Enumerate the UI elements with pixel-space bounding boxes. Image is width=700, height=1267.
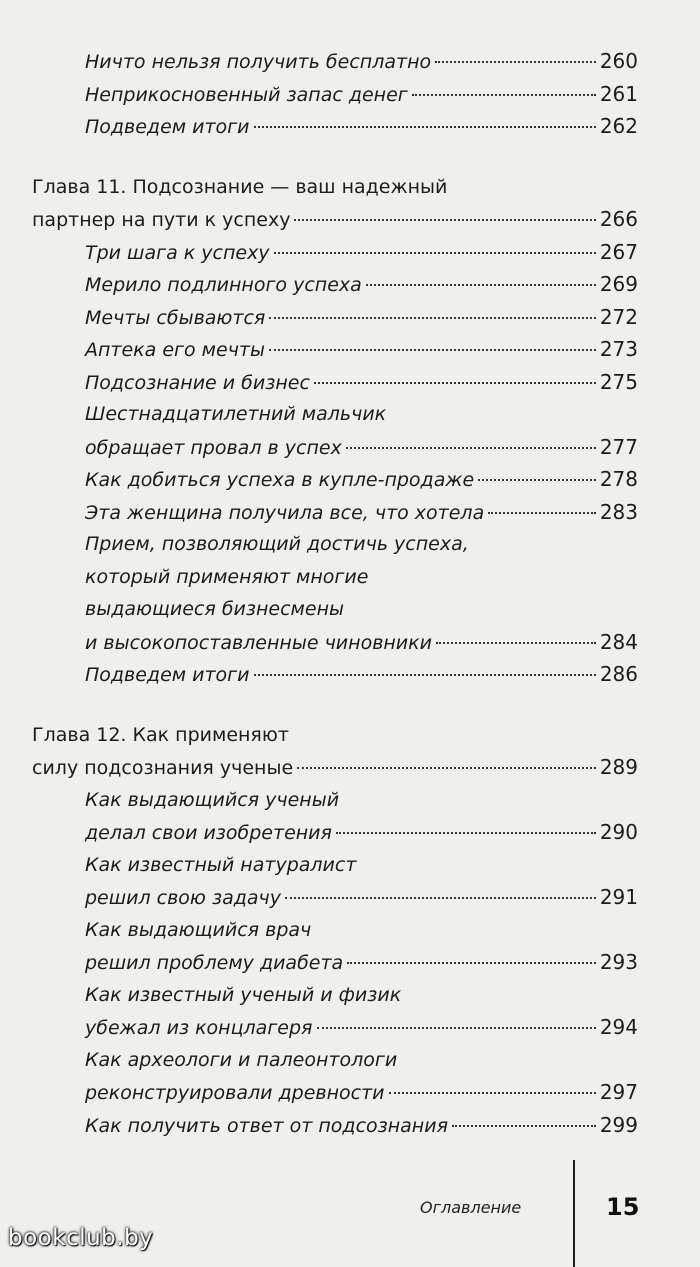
toc-entry [85,271,638,298]
dot-leader [297,767,596,769]
dot-leader [435,61,596,63]
toc-entry-title-line: Как выдающийся врач [85,918,312,941]
toc-page-number: 291 [599,885,638,909]
toc-entry-title-line: выдающиеся бизнесмены [85,598,344,620]
toc-entry-title-line: Прием, позволяющий достичь успеха, [85,533,469,555]
dot-leader [452,1125,596,1127]
dot-leader [478,479,596,481]
dot-leader [436,642,596,644]
toc-entry [85,1079,638,1106]
footer-divider [573,1160,575,1267]
watermark-text: bookclub.by [8,1225,154,1251]
toc-entry [85,499,638,526]
toc-entry-title-line: который применяют многие [85,565,369,588]
toc-entry-title: решил свою задачу [85,887,281,909]
toc-page-number: 289 [599,755,638,779]
footer-page-number: 15 [606,1193,640,1221]
toc-entry-title: Эта женщина получила все, что хотела [85,501,485,524]
toc-entry [85,819,638,846]
dot-leader [389,1092,596,1094]
toc-entry-title: Аптека его мечты [85,339,265,361]
dot-leader [317,1027,596,1029]
footer-section-label: Оглавление [420,1198,522,1217]
toc-entry-title: обращает провал в успех [85,436,342,459]
toc-entry-title-line: Как археологи и палеонтологи [85,1048,398,1071]
toc-page-number: 277 [599,434,638,459]
dot-leader [269,349,596,351]
toc-page-number: 269 [599,272,638,296]
toc-entry-title-line: Как выдающийся ученый [85,788,340,811]
dot-leader [254,126,596,128]
toc-entry-title-line: Глава 11. Подсознание — ваш надежный [32,175,448,198]
toc-entry [85,884,638,911]
toc-entry-title: реконструировали древности [85,1082,385,1104]
dot-leader [336,832,596,834]
toc-entry-title: Три шага к успеху [85,241,270,264]
toc-entry-title: решил проблему диабета [85,952,344,974]
toc-entry [85,661,638,688]
toc-page-number: 299 [599,1112,638,1137]
dot-leader [488,512,596,514]
toc-entry [85,113,638,140]
dot-leader [347,962,596,964]
toc-entry-title: Неприкосновенный запас денег [85,83,408,106]
toc-entry-title-line: Шестнадцатилетний мальчик [85,403,387,425]
toc-entry [85,629,638,656]
toc-page-number: 266 [599,207,638,231]
toc-entry [85,304,638,331]
toc-page-number: 272 [599,304,638,329]
dot-leader [294,219,595,221]
toc-entry-title: и высокопоставленные чиновники [85,631,432,654]
dot-leader [366,284,596,286]
toc-entry-title: Подведем итоги [85,116,250,138]
toc-entry [85,1112,638,1139]
dot-leader [285,897,596,899]
dot-leader [412,94,596,96]
toc-entry-title: Мерило подлинного успеха [85,274,362,296]
toc-entry-title-line: Глава 12. Как применяют [32,723,289,746]
toc-page-number: 278 [599,467,638,491]
toc-page-number: 260 [599,49,638,73]
toc-entry [85,369,638,396]
toc-page-number: 262 [599,114,638,138]
dot-leader [269,317,595,319]
toc-entry [85,466,638,493]
dot-leader [314,382,596,384]
toc-page-number: 261 [599,81,638,106]
toc-entry [85,336,638,363]
toc-page-number: 273 [599,337,638,361]
dot-leader [254,674,596,676]
toc-entry-title: Подсознание и бизнес [85,371,310,394]
dot-leader [274,252,596,254]
toc-entry-title: силу подсознания ученые [32,757,294,779]
toc-page-number: 290 [599,820,638,844]
dot-leader [346,447,596,449]
toc-entry-title: Ничто нельзя получить бесплатно [85,51,432,73]
toc-entry-title: Подведем итоги [85,664,250,686]
toc-entry-title: партнер на пути к успеху [32,209,291,231]
toc-entry-title-line: Как известный ученый и физик [85,983,402,1006]
toc-page-number: 286 [599,662,638,686]
toc-chapter-entry [32,206,638,233]
toc-entry-title-line: Как известный натуралист [85,853,357,876]
toc-entry-title: делал свои изобретения [85,822,332,844]
toc-entry [85,1014,638,1041]
toc-entry-title: Мечты сбываются [85,306,266,329]
toc-entry [85,434,638,461]
toc-page-number: 294 [599,1015,638,1039]
toc-page-number: 293 [599,950,638,974]
toc-entry-title: убежал из концлагеря [85,1017,313,1039]
toc-page-number: 284 [599,629,638,654]
toc-entry [85,239,638,266]
toc-page-number: 283 [599,499,638,524]
toc-page-number: 297 [599,1080,638,1104]
toc-page-number: 275 [599,369,638,394]
toc-page-number: 267 [599,239,638,264]
toc-chapter-entry [32,754,638,781]
toc-entry [85,949,638,976]
toc-entry [85,48,638,75]
toc-entry [85,81,638,108]
toc-entry-title: Как получить ответ от подсознания [85,1114,449,1137]
toc-entry-title: Как добиться успеха в купле-продаже [85,469,475,491]
